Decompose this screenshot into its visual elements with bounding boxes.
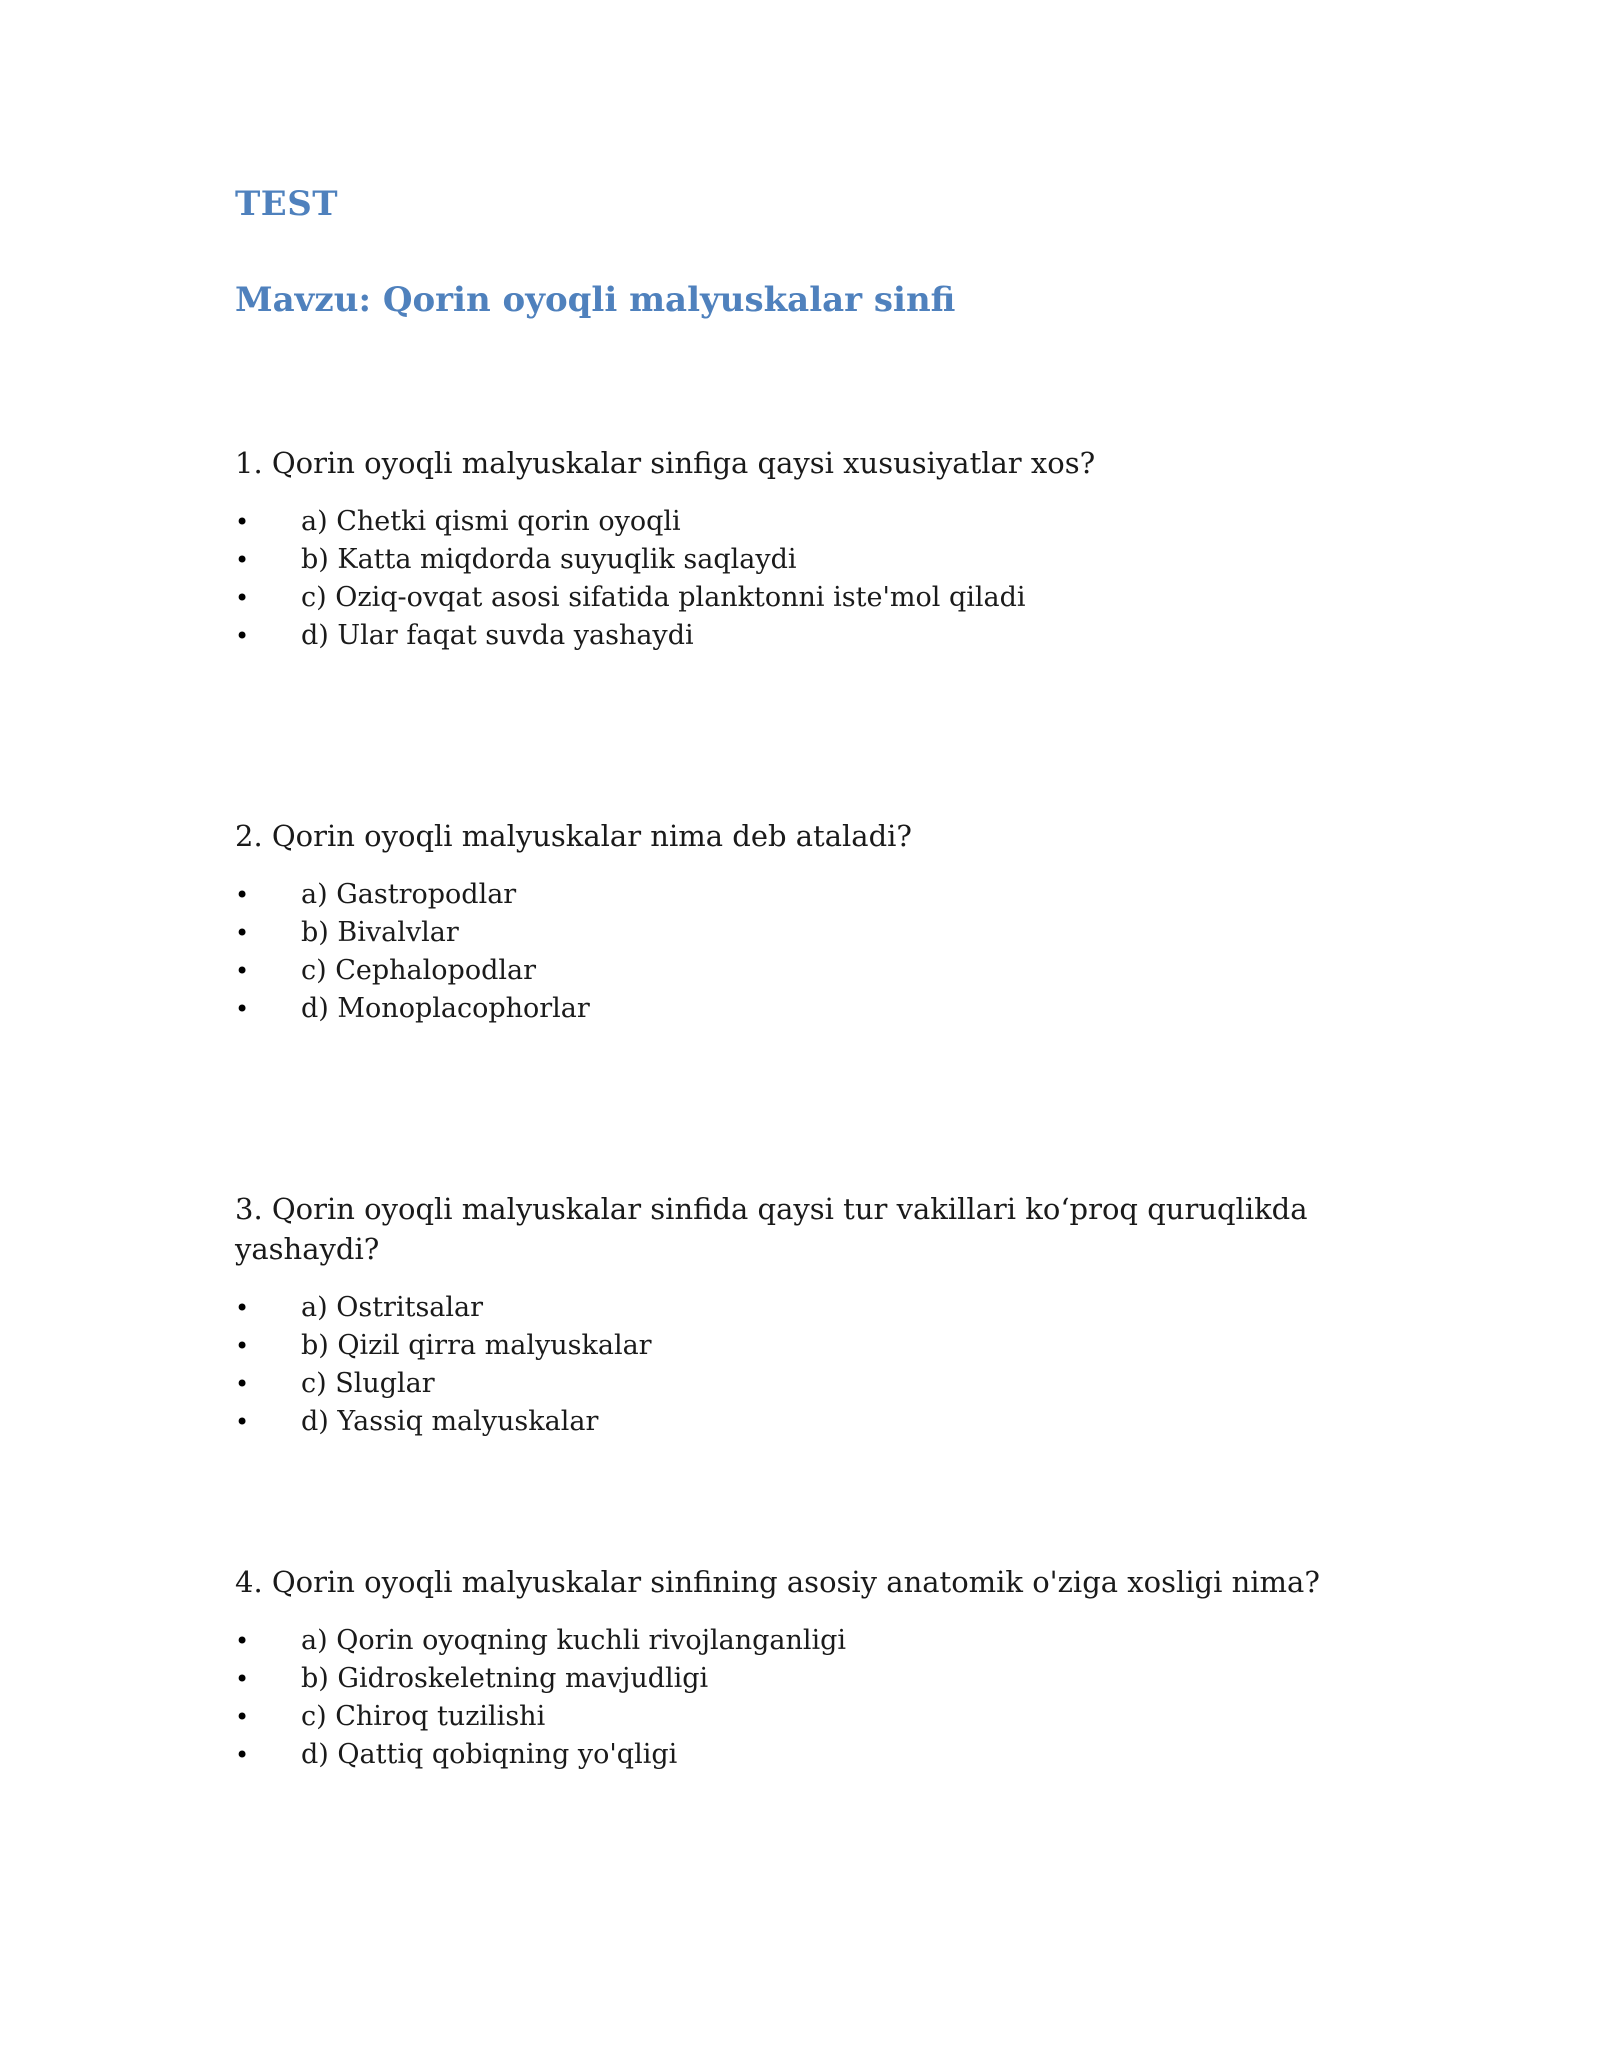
answer-label: d) Ular faqat suvda yashaydi — [301, 620, 694, 651]
bullet-icon: • — [235, 622, 250, 650]
answer-label: a) Qorin oyoqning kuchli rivojlanganligi — [301, 1625, 847, 1656]
answer-item — [235, 990, 1435, 1028]
answer-item — [235, 1289, 1435, 1327]
answer-item — [235, 617, 1435, 655]
bullet-icon: • — [235, 881, 250, 909]
answer-item — [235, 1698, 1435, 1736]
question-text: 4. Qorin oyoqli malyuskalar sinfining asosiy anatomik o'ziga xosligi nima? — [235, 1565, 1320, 1599]
answer-label: a) Chetki qismi qorin oyoqli — [301, 506, 681, 537]
answer-label: d) Yassiq malyuskalar — [301, 1406, 599, 1437]
bullet-icon: • — [235, 1294, 250, 1322]
bullet-icon: • — [235, 546, 250, 574]
bullet-icon: • — [235, 1741, 250, 1769]
bullet-icon: • — [235, 957, 250, 985]
question-block-3 — [235, 1189, 1435, 1441]
answer-label: c) Sluglar — [301, 1368, 435, 1399]
bullet-icon: • — [235, 1408, 250, 1436]
answer-item — [235, 1736, 1435, 1774]
question-block-4 — [235, 1562, 1435, 1774]
answer-label: d) Monoplacophorlar — [301, 993, 590, 1024]
answer-item — [235, 1365, 1435, 1403]
answer-list — [235, 876, 1435, 1028]
answer-item — [235, 579, 1435, 617]
bullet-icon: • — [235, 995, 250, 1023]
answer-label: a) Gastropodlar — [301, 879, 517, 910]
answer-label: b) Bivalvlar — [301, 917, 459, 948]
bullet-icon: • — [235, 1370, 250, 1398]
answer-item — [235, 503, 1435, 541]
answer-item — [235, 1622, 1435, 1660]
answer-item — [235, 876, 1435, 914]
answer-item — [235, 914, 1435, 952]
answer-item — [235, 541, 1435, 579]
answer-label: d) Qattiq qobiqning yo'qligi — [301, 1739, 678, 1770]
question-text: 1. Qorin oyoqli malyuskalar sinfiga qaysi xususiyatlar xos? — [235, 446, 1096, 480]
answer-list — [235, 503, 1435, 655]
bullet-icon: • — [235, 584, 250, 612]
answer-item — [235, 1327, 1435, 1365]
answer-item — [235, 1403, 1435, 1441]
question-text: 2. Qorin oyoqli malyuskalar nima deb ataladi? — [235, 819, 912, 853]
answer-label: c) Chiroq tuzilishi — [301, 1701, 546, 1732]
question-block-2 — [235, 816, 1435, 1028]
bullet-icon: • — [235, 919, 250, 947]
bullet-icon: • — [235, 1332, 250, 1360]
question-block-1 — [235, 443, 1435, 655]
page-title: TEST — [235, 184, 339, 224]
answer-label: b) Katta miqdorda suyuqlik saqlaydi — [301, 544, 797, 575]
bullet-icon: • — [235, 508, 250, 536]
answer-list — [235, 1622, 1435, 1774]
answer-label: b) Gidroskeletning mavjudligi — [301, 1663, 709, 1694]
bullet-icon: • — [235, 1627, 250, 1655]
question-text: 3. Qorin oyoqli malyuskalar sinfida qaysi tur vakillari ko‘proq quruqlikda yashaydi? — [235, 1192, 1308, 1266]
answer-label: c) Oziq-ovqat asosi sifatida planktonni iste'mol qiladi — [301, 582, 1026, 613]
page-subtitle: Mavzu: Qorin oyoqli malyuskalar sinfi — [235, 280, 956, 320]
answer-list — [235, 1289, 1435, 1441]
bullet-icon: • — [235, 1703, 250, 1731]
answer-item — [235, 952, 1435, 990]
answer-label: b) Qizil qirra malyuskalar — [301, 1330, 652, 1361]
bullet-icon: • — [235, 1665, 250, 1693]
answer-label: c) Cephalopodlar — [301, 955, 536, 986]
answer-label: a) Ostritsalar — [301, 1292, 484, 1323]
answer-item — [235, 1660, 1435, 1698]
